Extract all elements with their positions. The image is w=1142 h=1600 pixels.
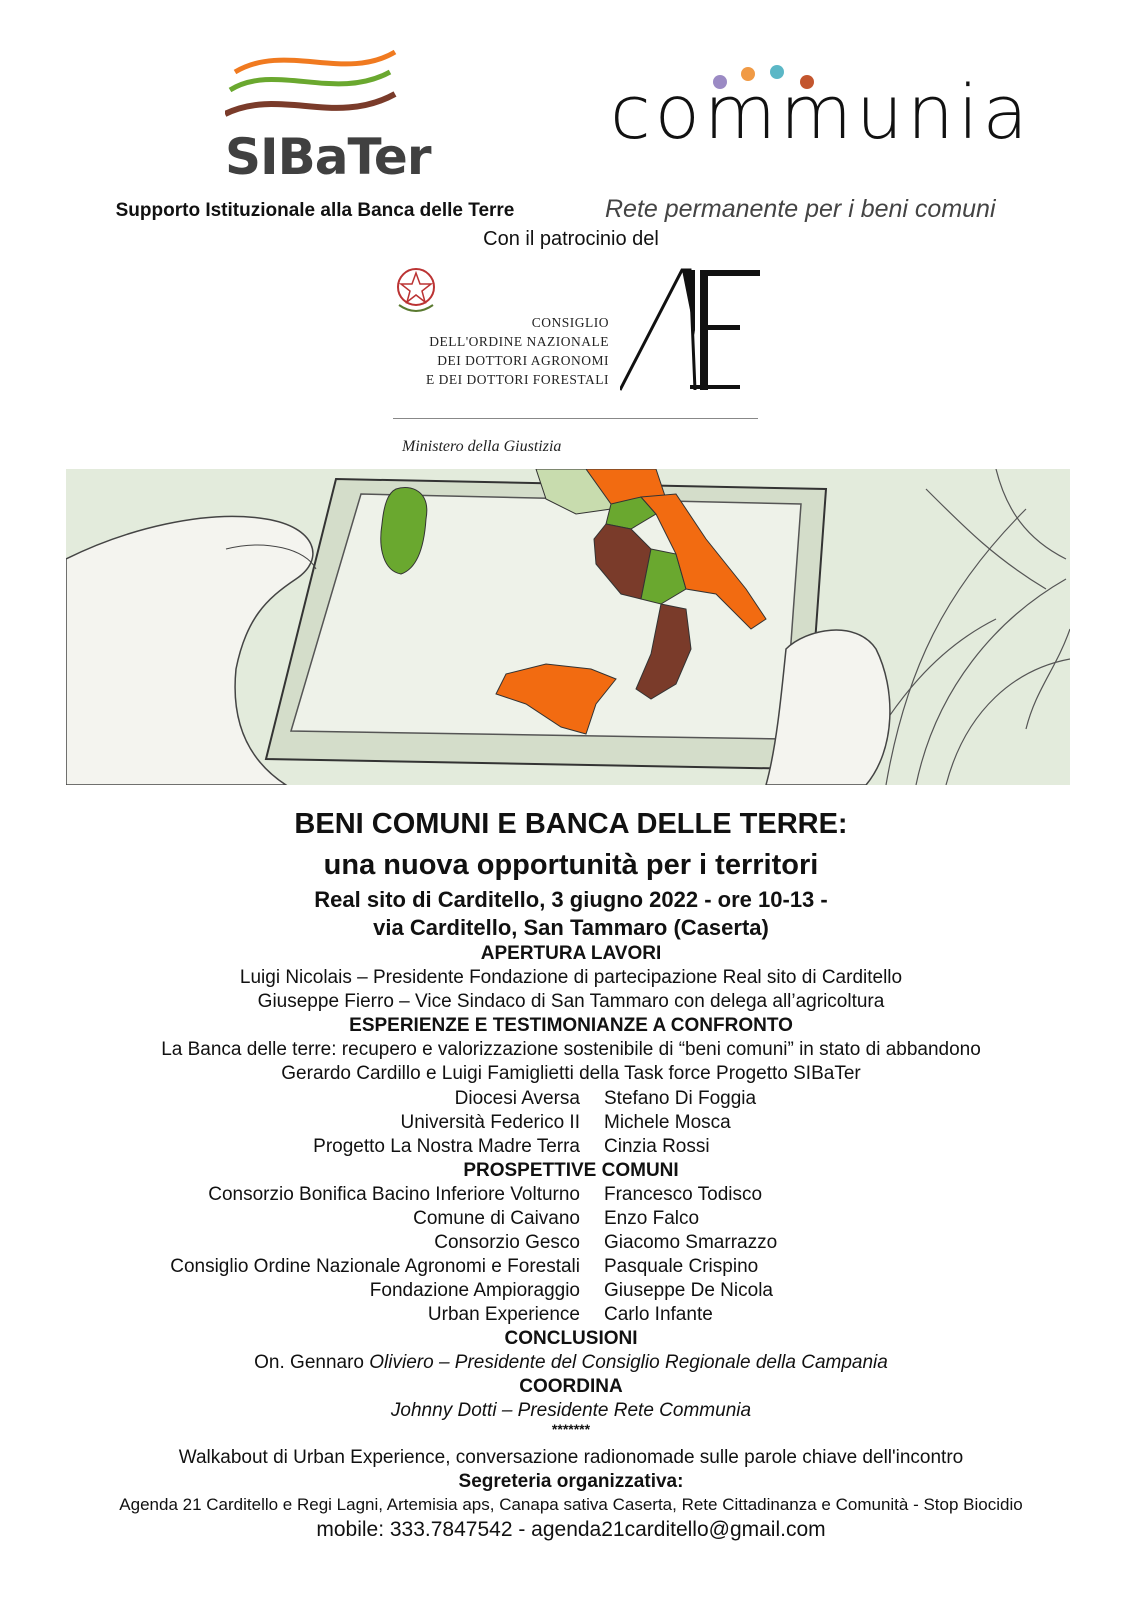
speaker-org: Progetto La Nostra Madre Terra (313, 1136, 580, 1157)
experiences-line: La Banca delle terre: recupero e valorizzazione sostenibile di “beni comuni” in stato di abbandono (161, 1039, 981, 1060)
communia-logo-text: communia (610, 70, 1032, 156)
secretariat-members: Agenda 21 Carditello e Regi Lagni, Artemisia aps, Canapa sativa Caserta, Rete Cittadinanza e Comunità - Stop Biocidio (119, 1495, 1023, 1514)
conclusions-speaker: Oliviero – Presidente del Consiglio Regionale della Campania (369, 1352, 888, 1373)
speaker-name: Enzo Falco (604, 1208, 700, 1229)
speaker-row (0, 1112, 1142, 1136)
speaker-org: Fondazione Ampioraggio (369, 1280, 580, 1301)
conclusions-line (0, 1352, 1142, 1374)
secretariat-heading: Segreteria organizzativa: (458, 1471, 684, 1492)
speaker-name: Cinzia Rossi (604, 1136, 710, 1157)
speaker-name: Giuseppe De Nicola (604, 1280, 773, 1301)
speaker-org: Consorzio Gesco (434, 1232, 580, 1253)
section-heading-experiences: ESPERIENZE E TESTIMONIANZE A CONFRONTO (349, 1015, 793, 1036)
council-name-line: DELL'ORDINE NAZIONALE (429, 334, 609, 349)
speaker-org: Comune di Caivano (413, 1208, 580, 1229)
ministry-label: Ministero della Giustizia (402, 438, 562, 455)
speaker-org: Urban Experience (427, 1304, 580, 1325)
tablet-map-illustration (66, 469, 1070, 785)
sibater-logo-text: SIBaTer (225, 128, 431, 186)
speaker-row (0, 1088, 1142, 1112)
council-name-line: DEI DOTTORI AGRONOMI (437, 353, 609, 368)
speaker-name: Pasquale Crispino (604, 1256, 759, 1277)
conclusions-prefix: On. Gennaro (254, 1352, 370, 1373)
section-heading-opening: APERTURA LAVORI (480, 943, 662, 964)
speaker-name: Carlo Infante (604, 1304, 713, 1325)
opening-line: Luigi Nicolais – Presidente Fondazione di partecipazione Real sito di Carditello (239, 967, 903, 988)
council-name-line: CONSIGLIO (531, 315, 609, 330)
council-name (392, 313, 609, 389)
speaker-org: Diocesi Aversa (454, 1088, 580, 1109)
speaker-org: Consorzio Bonifica Bacino Inferiore Volturno (208, 1184, 580, 1205)
section-heading-perspectives: PROSPETTIVE COMUNI (463, 1160, 679, 1181)
walkabout-line: Walkabout di Urban Experience, conversazione radionomade sulle parole chiave dell'incontro (178, 1447, 964, 1468)
speaker-row (0, 1232, 1142, 1256)
section-heading-coordination: COORDINA (519, 1376, 623, 1397)
event-title: BENI COMUNI E BANCA DELLE TERRE: (294, 808, 848, 840)
speaker-row (0, 1280, 1142, 1304)
speaker-row (0, 1304, 1142, 1328)
speaker-row (0, 1208, 1142, 1232)
speaker-name: Stefano Di Foggia (604, 1088, 757, 1109)
sibater-subtitle: Supporto Istituzionale alla Banca delle Terre (115, 200, 515, 221)
opening-line: Giuseppe Fierro – Vice Sindaco di San Tammaro con delega all’agricoltura (257, 991, 885, 1012)
speaker-row (0, 1184, 1142, 1208)
contact-line: mobile: 333.7847542 - agenda21carditello@gmail.com (316, 1518, 826, 1541)
speaker-org: Università Federico II (400, 1112, 580, 1133)
speaker-org: Consiglio Ordine Nazionale Agronomi e Forestali (170, 1256, 580, 1277)
section-heading-conclusions: CONCLUSIONI (504, 1328, 638, 1349)
speaker-name: Giacomo Smarrazzo (604, 1232, 778, 1253)
communia-tagline: Rete permanente per i beni comuni (605, 195, 996, 223)
speaker-row (0, 1256, 1142, 1280)
af-logo (620, 265, 770, 395)
speaker-name: Francesco Todisco (604, 1184, 763, 1205)
experiences-line: Gerardo Cardillo e Luigi Famiglietti della Task force Progetto SIBaTer (281, 1063, 861, 1084)
separator: ******* (551, 1421, 591, 1437)
event-subtitle: una nuova opportunità per i territori (323, 849, 819, 881)
event-address: via Carditello, San Tammaro (Caserta) (373, 915, 769, 940)
speaker-row (0, 1136, 1142, 1160)
patronage-label: Con il patrocinio del (483, 228, 659, 250)
divider (393, 418, 758, 419)
speaker-name: Michele Mosca (604, 1112, 731, 1133)
republic-emblem-icon (393, 265, 439, 315)
council-name-line: E DEI DOTTORI FORESTALI (425, 372, 609, 387)
coordination-line: Johnny Dotti – Presidente Rete Communia (390, 1400, 752, 1421)
event-date-place: Real sito di Carditello, 3 giugno 2022 - ore 10-13 - (314, 887, 828, 912)
